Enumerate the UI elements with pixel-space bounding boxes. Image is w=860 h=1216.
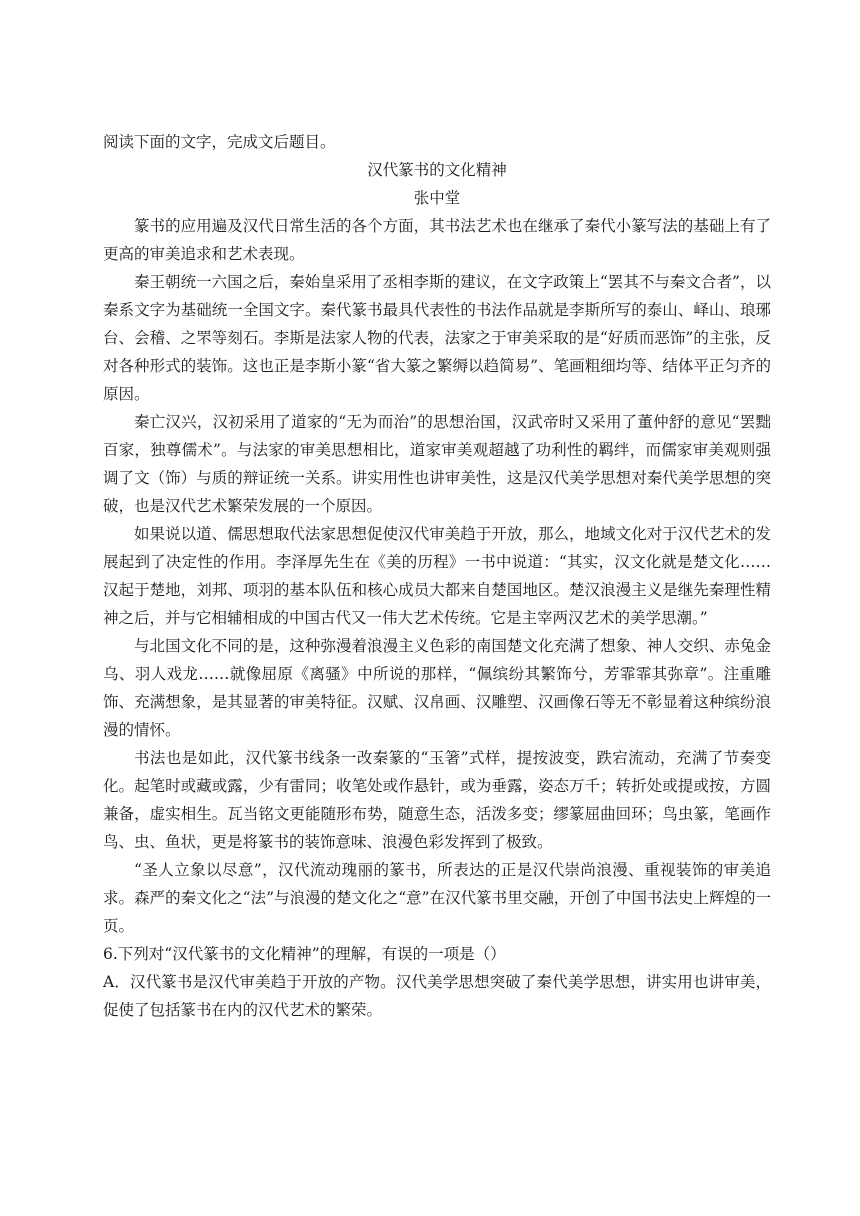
reading-instruction: 阅读下面的文字，完成文后题目。 bbox=[103, 133, 336, 151]
article-author: 张中堂 bbox=[413, 189, 461, 207]
article-title: 汉代篆书的文化精神 bbox=[367, 161, 507, 179]
question-option-a: A．汉代篆书是汉代审美趋于开放的产物。汉代美学思想突破了秦代美学思想，讲实用也讲审美，促使了包括篆书在内的汉代艺术的繁荣。 bbox=[103, 973, 771, 1019]
article-paragraph-3: 秦亡汉兴，汉初采用了道家的“无为而治”的思想治国，汉武帝时又采用了董仲舒的意见“罢黜百家，独尊儒术”。与法家的审美思想相比，道家审美观超越了功利性的羁绊，而儒家审美观则强调了文（饰）与质的辩证统一关系。讲实用性也讲审美性，这是汉代美学思想对秦代美学思想的突破，也是汉代艺术繁荣发展的一个原因。 bbox=[103, 413, 771, 515]
question-stem: 6.下列对“汉代篆书的文化精神”的理解，有误的一项是（） bbox=[103, 945, 506, 963]
article-paragraph-4: 如果说以道、儒思想取代法家思想促使汉代审美趋于开放，那么，地域文化对于汉代艺术的发展起到了决定性的作用。李泽厚先生在《美的历程》一书中说道：“其实，汉文化就是楚文化……汉起于楚地，刘邦、项羽的基本队伍和核心成员大都来自楚国地区。楚汉浪漫主义是继先秦理性精神之后，并与它相辅相成的中国古代又一伟大艺术传统。它是主宰两汉艺术的美学思潮。” bbox=[103, 525, 771, 627]
article-paragraph-2: 秦王朝统一六国之后，秦始皇采用了丞相李斯的建议，在文字政策上“罢其不与秦文合者”，以秦系文字为基础统一全国文字。秦代篆书最具代表性的书法作品就是李斯所写的泰山、峄山、琅琊台、会稽、之罘等刻石。李斯是法家人物的代表，法家之于审美采取的是“好质而恶饰”的主张，反对各种形式的装饰。这也正是李斯小篆“省大篆之繁缛以趋简易”、笔画粗细均等、结体平正匀齐的原因。 bbox=[103, 273, 771, 403]
article-paragraph-6: 书法也是如此，汉代篆书线条一改秦篆的“玉箸”式样，提按波变，跌宕流动，充满了节奏变化。起笔时或藏或露，少有雷同；收笔处或作悬针，或为垂露，姿态万千；转折处或提或按，方圆兼备，虚实相生。瓦当铭文更能随形布势，随意生态，活泼多变；缪篆屈曲回环；鸟虫篆，笔画作鸟、虫、鱼状，更是将篆书的装饰意味、浪漫色彩发挥到了极致。 bbox=[103, 749, 771, 851]
article-paragraph-7: “圣人立象以尽意”，汉代流动瑰丽的篆书，所表达的正是汉代崇尚浪漫、重视装饰的审美追求。森严的秦文化之“法”与浪漫的楚文化之“意”在汉代篆书里交融，开创了中国书法史上辉煌的一页。 bbox=[103, 861, 771, 935]
article-paragraph-1: 篆书的应用遍及汉代日常生活的各个方面，其书法艺术也在继承了秦代小篆写法的基础上有了更高的审美追求和艺术表现。 bbox=[103, 217, 771, 263]
document-page bbox=[103, 128, 771, 1024]
article-paragraph-5: 与北国文化不同的是，这种弥漫着浪漫主义色彩的南国楚文化充满了想象、神人交织、赤兔金乌、羽人戏龙……就像屈原《离骚》中所说的那样，“佩缤纷其繁饰兮，芳霏霏其弥章”。注重雕饰、充满想象，是其显著的审美特征。汉赋、汉帛画、汉雕塑、汉画像石等无不彰显着这种缤纷浪漫的情怀。 bbox=[103, 637, 771, 739]
